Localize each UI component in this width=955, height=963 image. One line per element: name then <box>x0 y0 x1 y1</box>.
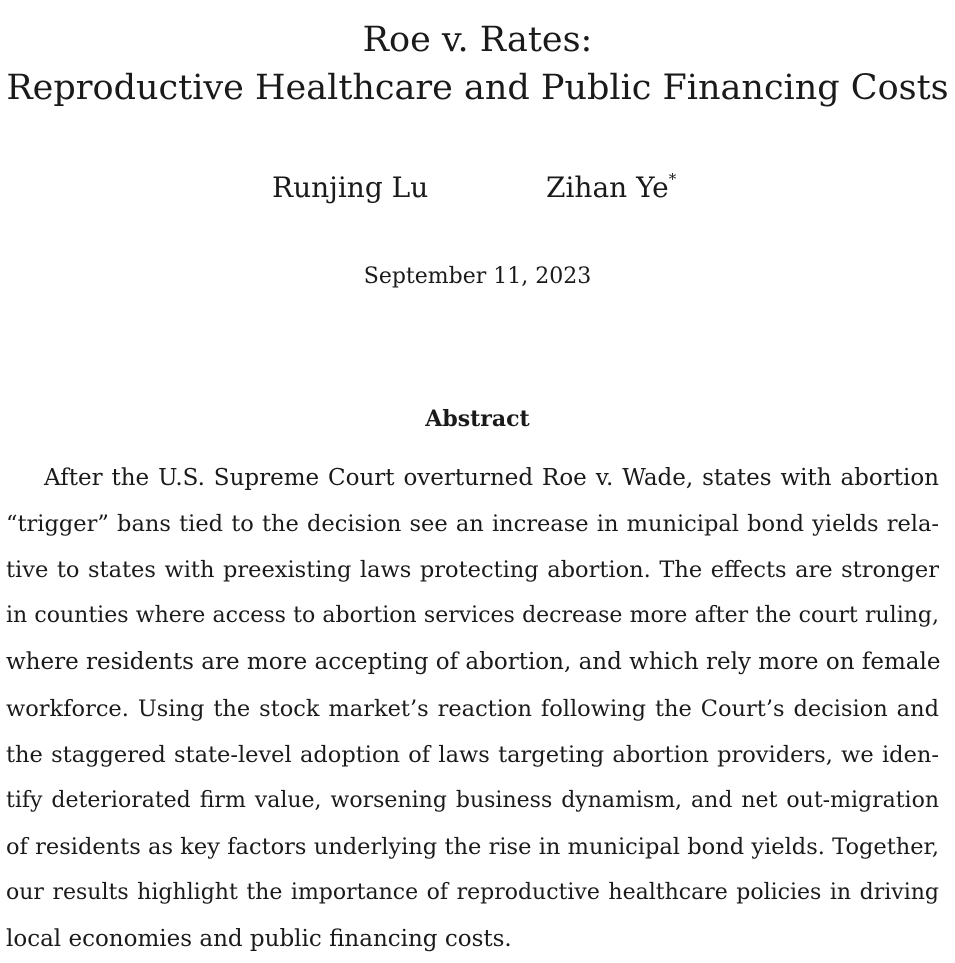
abstract-line: our results highlight the importance of reproductive healthcare policies in driving <box>6 880 939 905</box>
author-runjing-lu <box>272 171 429 204</box>
abstract-line: of residents as key factors underlying the rise in municipal bond yields. Together, <box>6 834 939 860</box>
author-name: Runjing Lu <box>272 171 429 204</box>
abstract-line: the staggered state-level adoption of laws targeting abortion providers, we iden- <box>6 742 939 768</box>
abstract-line: tive to states with preexisting laws protecting abortion. The effects are stronger <box>6 557 939 583</box>
abstract-line: where residents are more accepting of abortion, and which rely more on female <box>6 649 941 675</box>
title-line-1: Roe v. Rates: <box>362 20 593 60</box>
author-name: Zihan Ye <box>546 171 669 204</box>
abstract-line: After the U.S. Supreme Court overturned Roe v. Wade, states with abortion <box>44 465 939 491</box>
footnote-mark: * <box>668 170 677 188</box>
abstract-line: tify deteriorated firm value, worsening business dynamism, and net out-migration <box>6 788 939 813</box>
paper-date: September 11, 2023 <box>363 264 592 289</box>
abstract-line: local economies and public financing costs. <box>6 926 512 952</box>
abstract-line: “trigger” bans tied to the decision see an increase in municipal bond yields rela- <box>6 511 939 537</box>
abstract-line: workforce. Using the stock market’s reaction following the Court’s decision and <box>6 696 939 722</box>
abstract-line: in counties where access to abortion services decrease more after the court ruling, <box>6 603 939 628</box>
author-zihan-ye <box>546 170 677 204</box>
title-line-2: Reproductive Healthcare and Public Financing Costs <box>6 68 949 108</box>
abstract-heading: Abstract <box>425 406 530 432</box>
